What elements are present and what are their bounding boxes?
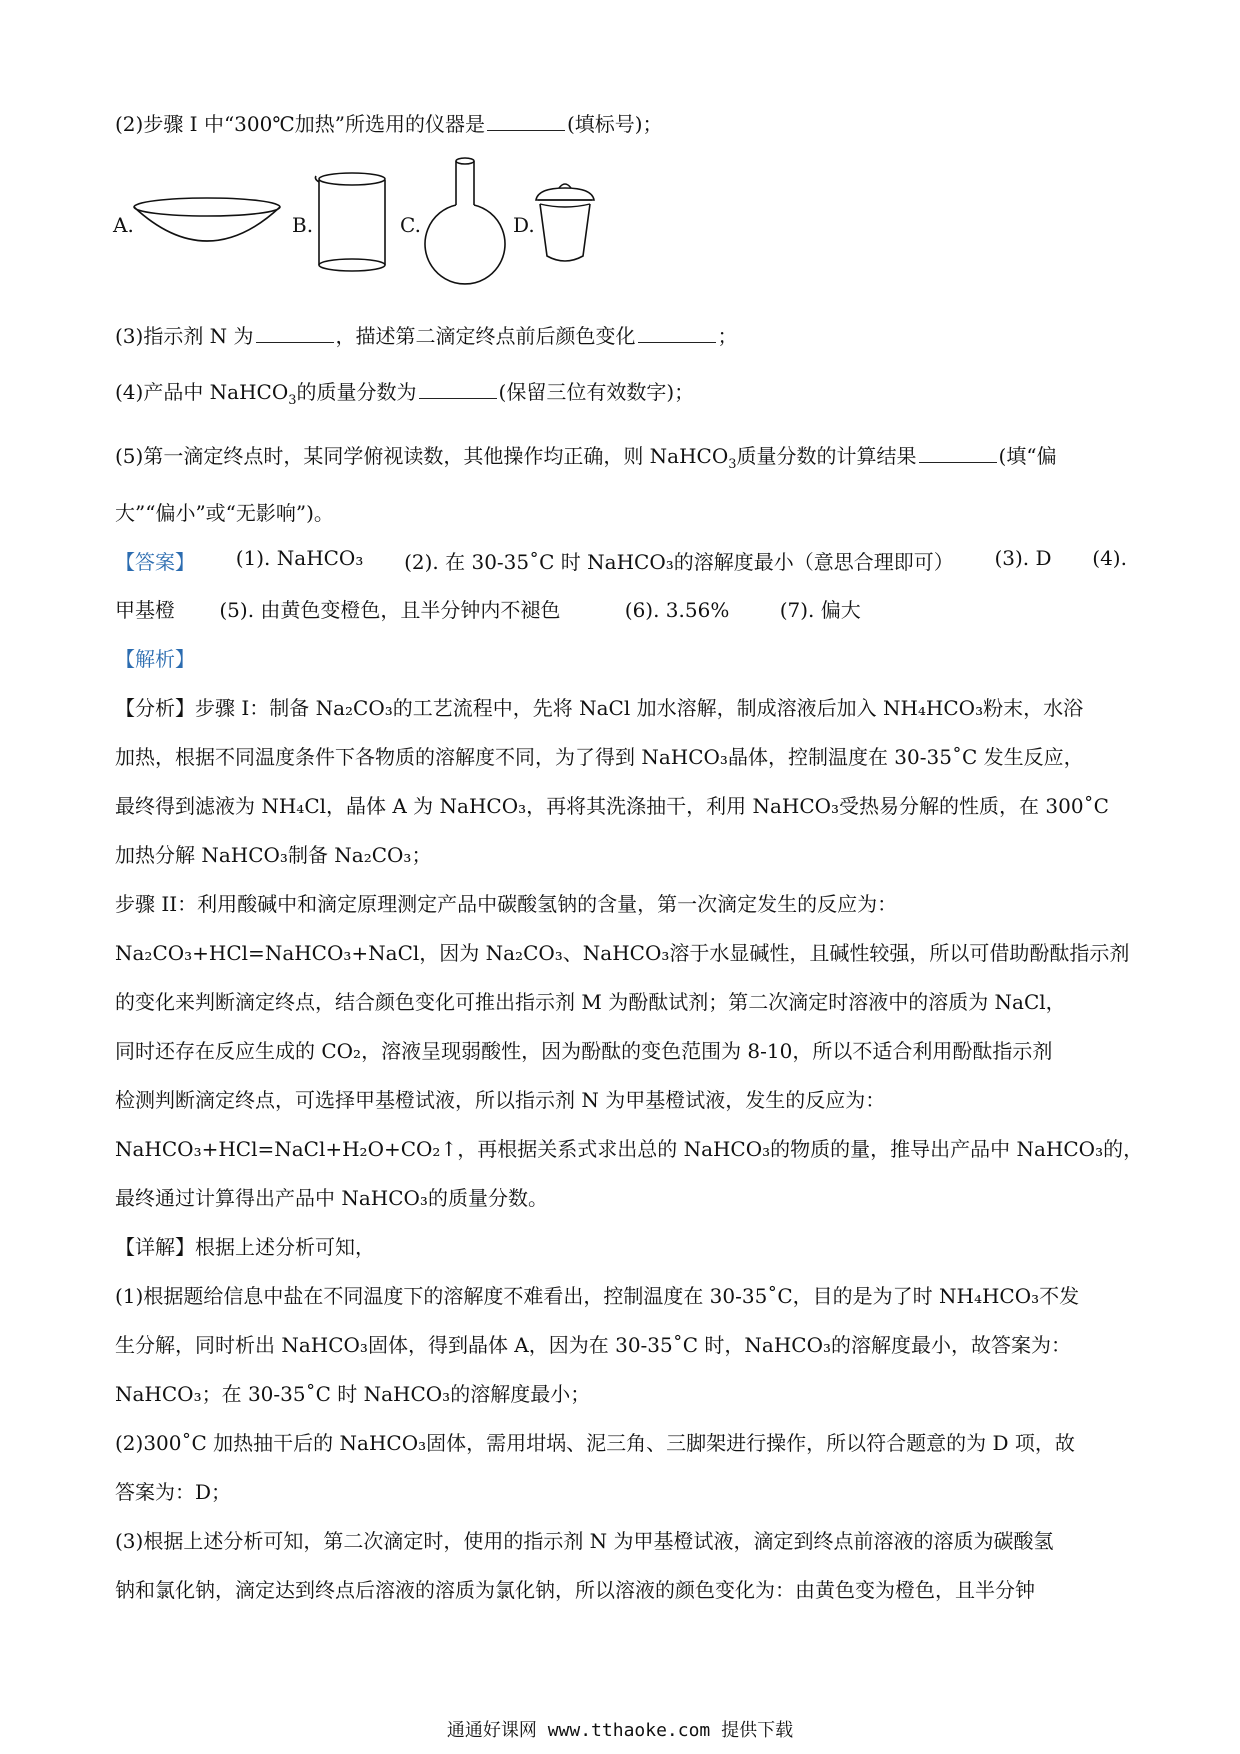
option-d-label: D. <box>513 213 535 237</box>
answer-item: (6). 3.56% <box>624 598 730 622</box>
question-3 <box>115 320 738 349</box>
evaporating-dish-drawing <box>130 195 285 255</box>
option-a-label: A. <box>113 213 134 237</box>
paragraph-line: 同时还存在反应生成的 CO₂，溶液呈现弱酸性，因为酚酞的变色范围为 8-10，所以不适合利用酚酞指示剂 <box>115 1039 1053 1063</box>
round-bottom-flask-drawing <box>420 155 510 290</box>
paragraph-line: 加热分解 NaHCO₃制备 Na₂CO₃； <box>115 843 432 867</box>
paragraph-line: NaHCO₃；在 30-35˚C 时 NaHCO₃的溶解度最小； <box>115 1382 591 1406</box>
paragraph-line: 检测判断滴定终点，可选择甲基橙试液，所以指示剂 N 为甲基橙试液，发生的反应为： <box>115 1088 886 1112</box>
paragraph-line: (3)根据上述分析可知，第二次滴定时，使用的指示剂 N 为甲基橙试液，滴定到终点前溶液的溶质为碳酸氢 <box>115 1529 1054 1553</box>
answer-item: (1). NaHCO₃ <box>235 546 364 570</box>
paragraph-line: Na₂CO₃+HCl=NaHCO₃+NaCl，因为 Na₂CO₃、NaHCO₃溶于水显碱性，且碱性较强，所以可借助酚酞指示剂 <box>115 941 1130 965</box>
paragraph-line: 生分解，同时析出 NaHCO₃固体，得到晶体 A，因为在 30-35˚C 时，NaHCO₃的溶解度最小，故答案为： <box>115 1333 1071 1357</box>
answer-blank <box>638 324 716 343</box>
question-5-line-2: 大”“偏小”或“无影响”)。 <box>115 501 334 525</box>
answer-blank <box>419 380 497 399</box>
paragraph-line: 钠和氯化钠，滴定达到终点后溶液的溶质为氯化钠，所以溶液的颜色变化为：由黄色变为橙色，且半分钟 <box>115 1578 1035 1602</box>
crucible-drawing <box>530 178 600 270</box>
answer-item: (5). 由黄色变橙色，且半分钟内不褪色 <box>219 598 561 622</box>
beaker-drawing <box>312 170 392 275</box>
answer-blank <box>487 112 565 131</box>
answer-line-2 <box>115 594 861 623</box>
answer-item: (2). 在 30-35˚C 时 NaHCO₃的溶解度最小（意思合理即可） <box>404 550 954 574</box>
q4-text-a: (4)产品中 NaHCO <box>115 380 289 404</box>
paragraph-line: NaHCO₃+HCl=NaCl+H₂O+CO₂↑，再根据关系式求出总的 NaHCO₃的物质的量，推导出产品中 NaHCO₃的， <box>115 1137 1144 1161</box>
paragraph-line: 最终通过计算得出产品中 NaHCO₃的质量分数。 <box>115 1186 548 1210</box>
q5-text-b: 质量分数的计算结果 <box>736 444 917 468</box>
answer-blank <box>256 324 334 343</box>
paragraph-line: (2)300˚C 加热抽干后的 NaHCO₃固体，需用坩埚、泥三角、三脚架进行操作，所以符合题意的为 D 项，故 <box>115 1431 1075 1455</box>
option-b-label: B. <box>292 213 314 237</box>
answer-line-1 <box>115 546 1127 575</box>
question-2 <box>115 108 663 137</box>
q2-prefix: (2)步骤 I 中“300℃加热”所选用的仪器是 <box>115 112 485 136</box>
q4-subscript: 3 <box>288 393 297 408</box>
footer-watermark: 通通好课网 www.tthaoke.com 提供下载 <box>446 1720 794 1741</box>
answer-item: (7). 偏大 <box>779 598 861 622</box>
question-5 <box>115 440 1057 472</box>
q5-text-a: (5)第一滴定终点时，某同学俯视读数，其他操作均正确，则 NaHCO <box>115 444 729 468</box>
answer-item: (4). <box>1092 546 1127 570</box>
q2-suffix: (填标号)； <box>566 112 663 136</box>
answer-item: 甲基橙 <box>115 598 175 622</box>
option-c-label: C. <box>400 213 421 237</box>
q4-text-c: (保留三位有效数字)； <box>498 380 695 404</box>
q4-text-b: 的质量分数为 <box>296 380 417 404</box>
q3-text-c: ； <box>717 324 738 348</box>
paragraph-line: 步骤 II：利用酸碱中和滴定原理测定产品中碳酸氢钠的含量，第一次滴定发生的反应为： <box>115 892 898 916</box>
q3-text-b: ，描述第二滴定终点前后颜色变化 <box>335 324 636 348</box>
q5-text-c: (填“偏 <box>998 444 1057 468</box>
question-4 <box>115 376 694 408</box>
analysis-tag: 【解析】 <box>115 647 195 671</box>
paragraph-line: 加热，根据不同温度条件下各物质的溶解度不同，为了得到 NaHCO₃晶体，控制温度在 30-35˚C 发生反应， <box>115 745 1084 769</box>
q5-subscript: 3 <box>728 457 737 472</box>
paragraph-line: 答案为：D； <box>115 1480 232 1504</box>
answer-blank <box>919 444 997 463</box>
paragraph-line: 的变化来判断滴定终点，结合颜色变化可推出指示剂 M 为酚酞试剂；第二次滴定时溶液中的溶质为 NaCl， <box>115 990 1066 1014</box>
paragraph-line: 最终得到滤液为 NH₄Cl，晶体 A 为 NaHCO₃，再将其洗涤抽干，利用 NaHCO₃受热易分解的性质，在 300˚C <box>115 794 1109 818</box>
answer-item: (3). D <box>994 546 1052 570</box>
answer-tag: 【答案】 <box>115 550 195 574</box>
paragraph-line: 【分析】步骤 I：制备 Na₂CO₃的工艺流程中，先将 NaCl 加水溶解，制成溶液后加入 NH₄HCO₃粉末，水浴 <box>115 696 1084 720</box>
q3-text-a: (3)指示剂 N 为 <box>115 324 254 348</box>
paragraph-line: 【详解】根据上述分析可知， <box>115 1235 375 1259</box>
paragraph-line: (1)根据题给信息中盐在不同温度下的溶解度不难看出，控制温度在 30-35˚C，目的是为了时 NH₄HCO₃不发 <box>115 1284 1080 1308</box>
